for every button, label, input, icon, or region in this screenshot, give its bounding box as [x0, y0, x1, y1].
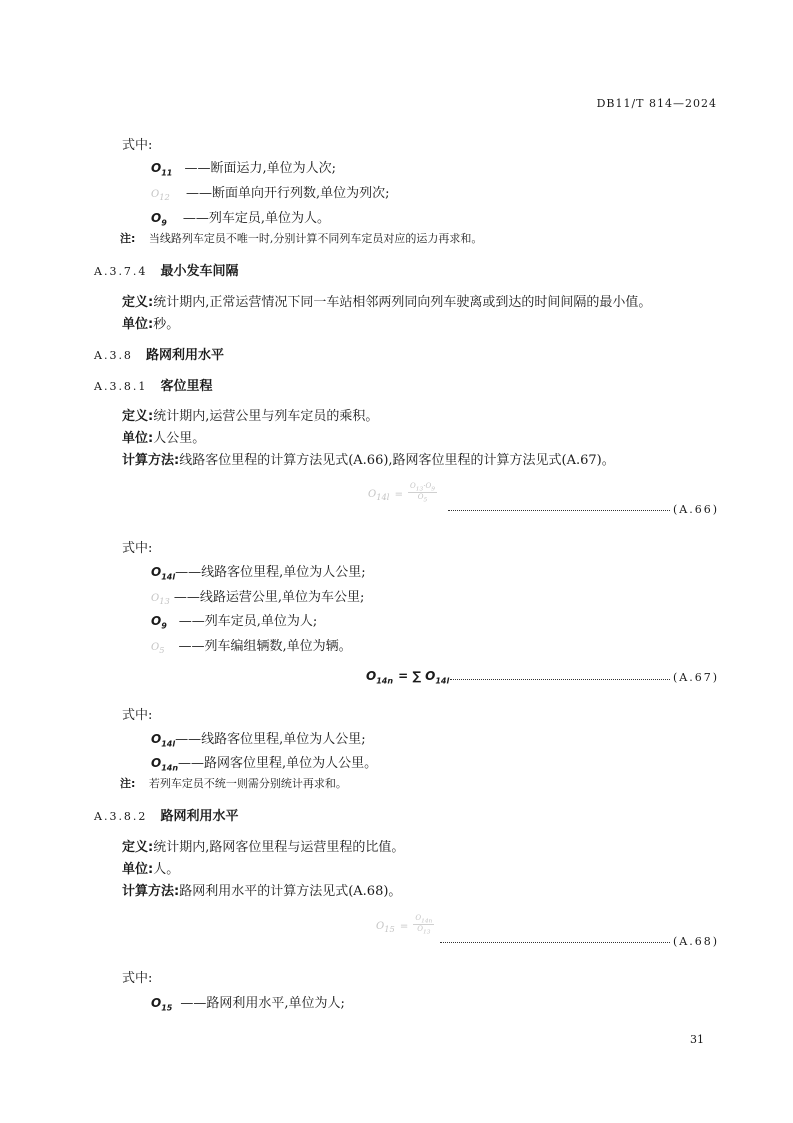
variable-row: $O_{14l}——$线路客位里程,单位为人公里; — [151, 565, 366, 582]
formula-a66: $O_{14l}$ = $\frac{O_{13}\cdot O_9}{O_5}$ — [368, 482, 435, 504]
section-heading-a382: A.3.8.2 路网利用水平 — [94, 809, 239, 824]
leader-dots — [448, 510, 670, 511]
where-label: 式中: — [122, 541, 153, 556]
section-heading-a38: A.3.8 路网利用水平 — [94, 348, 225, 363]
formula-a67: $O_{14n}$ = ∑ $O_{14l}$ — [366, 669, 450, 686]
formula-a68: $O_{15}$ = $\frac{O_{14n}}{O_{13}}$ — [376, 914, 433, 936]
var-symbol: $O_9$ — [151, 211, 167, 228]
equation-number: (A.66) — [673, 503, 720, 516]
calc-method: 计算方法:线路客位里程的计算方法见式(A.66),路网客位里程的计算方法见式(A.67)。 — [122, 453, 615, 468]
section-heading-a381: A.3.8.1 客位里程 — [94, 379, 213, 394]
where-label: 式中: — [122, 138, 153, 153]
variable-row: $O_5$ ——列车编组辆数,单位为辆。 — [151, 639, 352, 655]
where-label: 式中: — [122, 708, 153, 723]
equation-number: (A.67) — [673, 671, 720, 684]
var-symbol: $O_9$ — [151, 614, 167, 631]
var-symbol-faint: $O_{13}$ — [151, 593, 170, 606]
var-symbol: $O_{14n}$ — [151, 756, 179, 773]
var-symbol-faint: $O_{12}$ — [151, 189, 170, 202]
unit: 单位:人。 — [122, 862, 180, 877]
var-symbol: $O_{14l}$ — [151, 565, 176, 582]
variable-row: $O_{14n}——$路网客位里程,单位为人公里。 — [151, 756, 378, 773]
var-symbol-faint: $O_5$ — [151, 642, 165, 655]
variable-row: $O_{15}$ ——路网利用水平,单位为人; — [151, 996, 345, 1013]
definition: 定义:统计期内,运营公里与列车定员的乘积。 — [122, 409, 379, 424]
unit: 单位:秒。 — [122, 317, 180, 332]
where-label: 式中: — [122, 971, 153, 986]
variable-row: $O_{11}$ ——断面运力,单位为人次; — [151, 161, 336, 178]
unit: 单位:人公里。 — [122, 431, 206, 446]
document-code: DB11/T 814—2024 — [596, 97, 717, 110]
note: 注: 若列车定员不统一则需分别统计再求和。 — [120, 777, 347, 790]
page-number: 31 — [690, 1033, 704, 1046]
variable-row: $O_9$ ——列车定员,单位为人; — [151, 614, 318, 631]
variable-row: $O_{12}$ ——断面单向开行列数,单位为列次; — [151, 186, 390, 202]
calc-method: 计算方法:路网利用水平的计算方法见式(A.68)。 — [122, 884, 402, 899]
section-heading-a374: A.3.7.4 最小发车间隔 — [94, 264, 239, 279]
definition: 定义:统计期内,正常运营情况下同一车站相邻两列同向列车驶离或到达的时间间隔的最小值。 — [122, 295, 652, 310]
note: 注: 当线路列车定员不唯一时,分别计算不同列车定员对应的运力再求和。 — [120, 232, 483, 245]
variable-row: $O_{13}$ ——线路运营公里,单位为车公里; — [151, 590, 365, 606]
variable-row: $O_{14l}——$线路客位里程,单位为人公里; — [151, 732, 366, 749]
var-symbol: $O_{15}$ — [151, 996, 173, 1013]
variable-row: $O_9$ ——列车定员,单位为人。 — [151, 211, 331, 228]
definition: 定义:统计期内,路网客位里程与运营里程的比值。 — [122, 840, 405, 855]
var-symbol: $O_{11}$ — [151, 161, 173, 178]
leader-dots — [440, 942, 670, 943]
var-symbol: $O_{14l}$ — [151, 732, 176, 749]
leader-dots — [450, 679, 670, 680]
equation-number: (A.68) — [673, 935, 720, 948]
